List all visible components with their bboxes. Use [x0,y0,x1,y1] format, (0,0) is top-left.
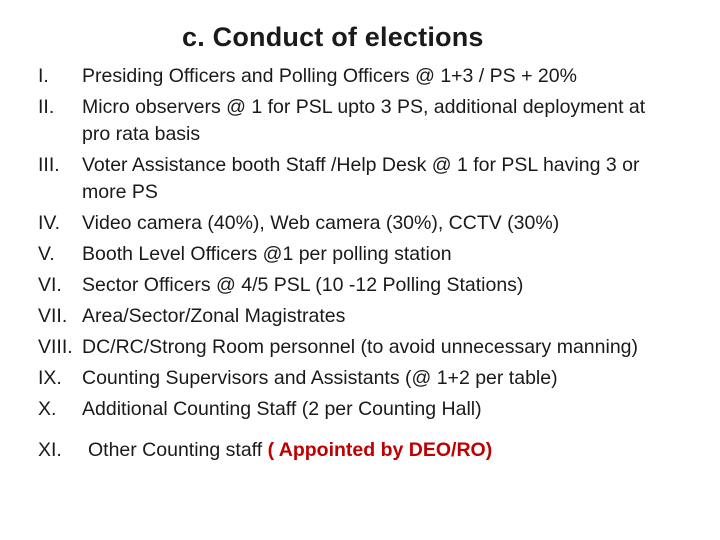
list-item [38,437,678,464]
list-text-with-highlight [82,437,678,464]
list-number: VII. [38,305,68,327]
list-text: Micro observers @ 1 for PSL upto 3 PS, additional deployment at pro rata basis [82,96,646,145]
list-text: Additional Counting Staff (2 per Counting Hall) [82,398,482,420]
list-number: IX. [38,367,62,389]
list-number: VIII. [38,336,73,358]
list-item [38,94,678,148]
list-text: Booth Level Officers @1 per polling station [82,243,452,265]
list-item [38,303,678,330]
list-text: DC/RC/Strong Room personnel (to avoid unnecessary manning) [82,336,639,358]
list-text: Sector Officers @ 4/5 PSL (10 -12 Polling Stations) [82,274,524,296]
slide-title: c. Conduct of elections [182,22,484,52]
list-number: I. [38,65,49,87]
list-number: XI. [38,439,62,461]
list-text: Video camera (40%), Web camera (30%), CCTV (30%) [82,212,560,234]
list-item [38,365,678,392]
list-item [38,210,678,237]
list-number: VI. [38,274,62,296]
list-number: III. [38,154,60,176]
list-number: V. [38,243,55,265]
list-item [38,396,678,423]
list-number: IV. [38,212,61,234]
list-number: II. [38,96,55,118]
list-text: Other Counting staff [88,439,263,461]
list-text: Counting Supervisors and Assistants (@ 1+2 per table) [82,367,558,389]
list-number: X. [38,398,57,420]
list-item [38,152,678,206]
list-text: Presiding Officers and Polling Officers @ 1+3 / PS + 20% [82,65,577,87]
list-text: Voter Assistance booth Staff /Help Desk @ 1 for PSL having 3 or more PS [82,154,640,203]
list-item [38,63,678,90]
highlight-note: ( Appointed by DEO/RO) [267,439,493,461]
list-item [38,272,678,299]
list-text: Area/Sector/Zonal Magistrates [82,305,346,327]
numbered-list [38,63,678,468]
list-item [38,334,678,361]
list-item [38,241,678,268]
